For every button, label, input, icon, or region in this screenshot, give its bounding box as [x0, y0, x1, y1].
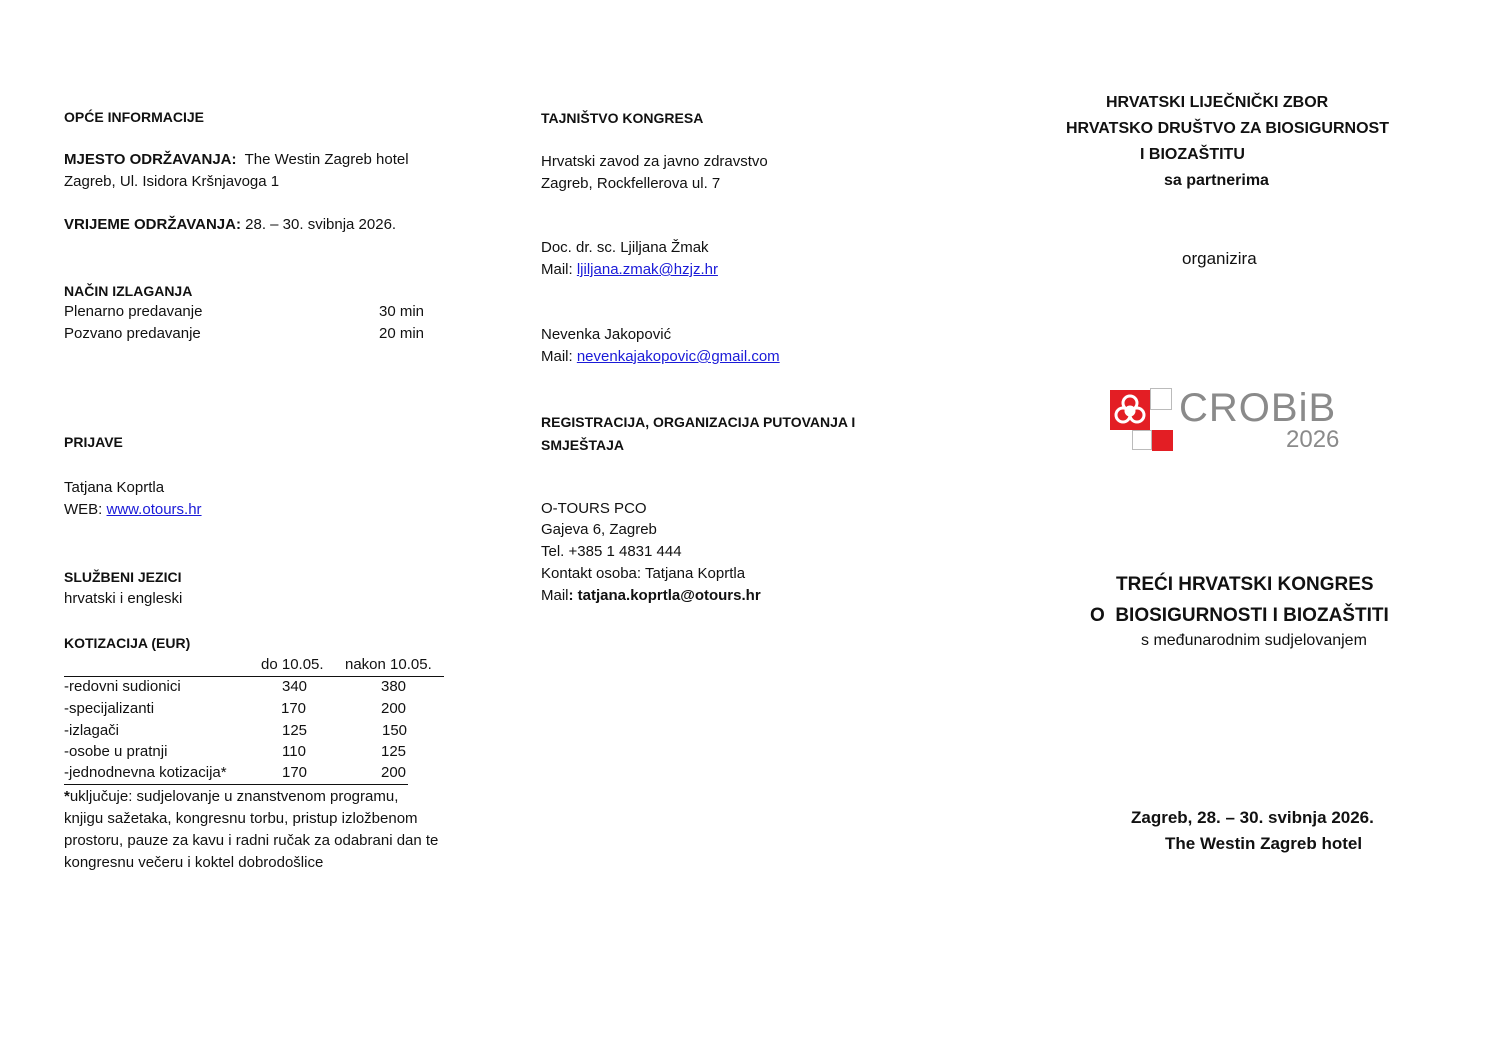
fee-note-asterisk: * — [64, 788, 70, 805]
agency-name: O-TOURS PCO — [541, 500, 647, 517]
fee-label: -redovni sudionici — [64, 678, 181, 695]
fee-late: 125 — [381, 743, 407, 760]
fee-early: 340 — [282, 678, 308, 695]
organizes-text: organizira — [1182, 249, 1257, 268]
table-row — [64, 741, 444, 763]
logo-red-square-small — [1152, 430, 1173, 451]
time-label: VRIJEME ODRŽAVANJA: — [64, 216, 241, 233]
registration-heading: REGISTRACIJA, ORGANIZACIJA PUTOVANJA I — [541, 414, 856, 430]
contact1-mail-line — [541, 261, 718, 279]
time-value: 28. – 30. svibnja 2026. — [245, 216, 397, 233]
org-line4: sa partnerima — [1164, 172, 1269, 189]
fee-late: 200 — [381, 764, 407, 781]
presentation-duration: 20 min — [379, 325, 425, 342]
fee-early: 170 — [281, 700, 307, 717]
time-line — [64, 216, 396, 234]
fee-early: 125 — [282, 722, 308, 739]
fee-label: -jednodnevna kotizacija* — [64, 764, 227, 781]
org-line1: HRVATSKI LIJEČNIČKI ZBOR — [1106, 94, 1329, 111]
venue-address: Zagreb, Ul. Isidora Kršnjavoga 1 — [64, 173, 280, 190]
agency-contact: Kontakt osoba: Tatjana Koprtla — [541, 565, 746, 582]
general-info-heading: OPĆE INFORMACIJE — [64, 109, 205, 125]
place-date: Zagreb, 28. – 30. svibnja 2026. — [1131, 808, 1374, 827]
venue-value: The Westin Zagreb hotel — [244, 151, 409, 168]
org-line2: HRVATSKO DRUŠTVO ZA BIOSIGURNOST — [1066, 120, 1389, 137]
fee-label: -specijalizanti — [64, 700, 155, 717]
table-row — [64, 698, 444, 720]
table-row — [64, 720, 444, 742]
fee-note-line: knjigu sažetaka, kongresnu torbu, pristup izložbenom — [64, 810, 418, 827]
mail-label: Mail: — [541, 261, 573, 278]
contact2-mail-link[interactable]: nevenkajakopovic@gmail.com — [576, 348, 780, 365]
logo-wordmark: CROBiB — [1179, 386, 1337, 430]
logo-outline-square — [1150, 388, 1172, 410]
fee-early: 110 — [282, 743, 306, 760]
fee-early: 170 — [282, 764, 308, 781]
venue-label: MJESTO ODRŽAVANJA: — [64, 151, 237, 168]
contact2-mail-line — [541, 348, 780, 366]
logo-outline-square — [1132, 430, 1152, 450]
web-line — [64, 501, 202, 519]
agency-mail-label: Mail — [541, 587, 569, 604]
table-row — [64, 676, 444, 698]
fee-late: 150 — [382, 722, 408, 739]
fee-header-row — [64, 654, 444, 677]
fee-label: -osobe u pratnji — [64, 743, 168, 760]
registration-heading-cont: SMJEŠTAJA — [541, 437, 624, 453]
agency-address: Gajeva 6, Zagreb — [541, 521, 657, 538]
crobib-logo — [1110, 388, 1350, 452]
fee-late: 380 — [381, 678, 407, 695]
agency-phone: Tel. +385 1 4831 444 — [541, 543, 682, 560]
languages-heading: SLUŽBENI JEZICI — [64, 569, 182, 585]
institute-name: Hrvatski zavod za javno zdravstvo — [541, 153, 768, 170]
org-line3: I BIOZAŠTITU — [1140, 146, 1245, 163]
agency-mail: : tatjana.koprtla@otours.hr — [568, 587, 761, 604]
congress-subtitle: s međunarodnim sudjelovanjem — [1141, 632, 1367, 649]
logo-year: 2026 — [1286, 426, 1340, 453]
fee-note — [64, 786, 438, 874]
presentation-item: Plenarno predavanje — [64, 303, 203, 320]
congress-title-line1: TREĆI HRVATSKI KONGRES — [1116, 574, 1374, 595]
fee-column-late: nakon 10.05. — [345, 656, 432, 673]
presentation-heading: NAČIN IZLAGANJA — [64, 283, 193, 299]
contact1-mail-link[interactable]: ljiljana.zmak@hzjz.hr — [576, 261, 718, 278]
fee-note-line: *uključuje: sudjelovanje u znanstvenom programu, — [64, 788, 399, 805]
mail-label: Mail: — [541, 348, 573, 365]
fee-note-line: kongresnu večeru i koktel dobrodošlice — [64, 854, 324, 871]
languages-value: hrvatski i engleski — [64, 590, 183, 607]
applications-name: Tatjana Koprtla — [64, 479, 165, 496]
institute-address: Zagreb, Rockfellerova ul. 7 — [541, 175, 721, 192]
table-row — [64, 762, 408, 785]
logo-red-square — [1110, 390, 1150, 430]
congress-title-line2: O BIOSIGURNOSTI I BIOZAŠTITI — [1090, 605, 1389, 626]
presentation-duration: 30 min — [379, 303, 425, 320]
web-label: WEB: — [64, 501, 103, 518]
applications-heading: PRIJAVE — [64, 434, 123, 450]
fee-label: -izlagači — [64, 722, 120, 739]
hotel-name: The Westin Zagreb hotel — [1165, 834, 1363, 853]
venue-line — [64, 151, 409, 169]
contact1-name: Doc. dr. sc. Ljiljana Žmak — [541, 239, 709, 256]
contact2-name: Nevenka Jakopović — [541, 326, 672, 343]
web-link[interactable]: www.otours.hr — [106, 501, 202, 518]
fee-note-line: prostoru, pauze za kavu i radni ručak za odabrani dan te — [64, 832, 439, 849]
secretariat-heading: TAJNIŠTVO KONGRESA — [541, 110, 704, 126]
presentation-item: Pozvano predavanje — [64, 325, 201, 342]
biohazard-icon — [1110, 390, 1150, 430]
agency-mail-line — [541, 587, 761, 605]
fee-late: 200 — [381, 700, 407, 717]
fee-heading: KOTIZACIJA (EUR) — [64, 635, 191, 651]
fee-column-early: do 10.05. — [261, 656, 324, 673]
